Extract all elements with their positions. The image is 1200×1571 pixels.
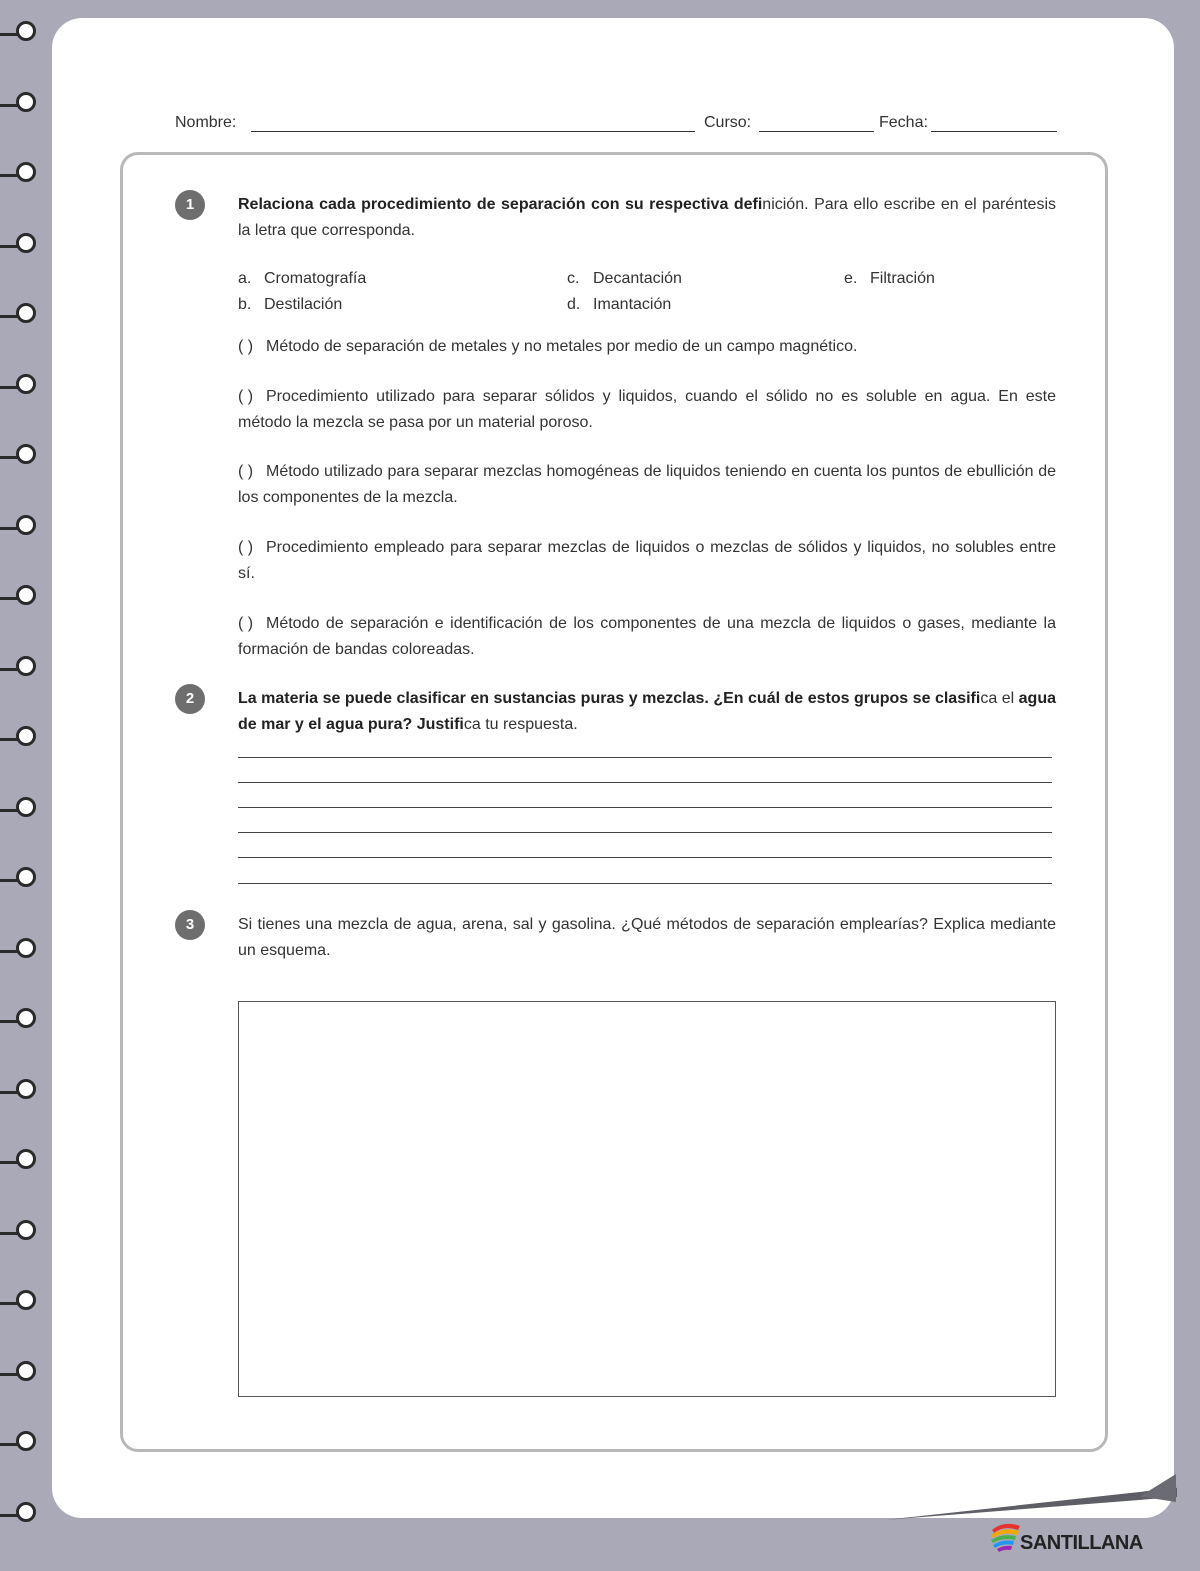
date-field[interactable] <box>931 131 1057 132</box>
date-label: Fecha: <box>879 114 928 131</box>
santillana-logo <box>988 1520 1158 1560</box>
binder-ring-icon <box>0 1360 46 1386</box>
binder-ring-icon <box>0 20 46 46</box>
answer-blank-4[interactable]: ( ) <box>238 539 254 556</box>
question-1-rest: nición. Para ello escribe en el paréntesis la letra que corresponda. <box>238 196 1056 239</box>
course-field[interactable] <box>759 131 874 132</box>
binder-ring-icon <box>0 514 46 540</box>
answer-blank-2[interactable]: ( ) <box>238 388 254 405</box>
binder-ring-icon <box>0 1078 46 1104</box>
option-a: a. Cromatografía <box>238 270 367 287</box>
binder-ring-icon <box>0 1148 46 1174</box>
binder-ring-icon <box>0 725 46 751</box>
binder-ring-icon <box>0 1430 46 1456</box>
match-item-3: ( ) Método utilizado para separar mezclas homogéneas de liquidos teniendo en cuenta los puntos de ebullición de los componentes de la mezcla. <box>238 459 1056 511</box>
option-c: c. Decantación <box>567 270 682 287</box>
option-d: d. Imantación <box>567 296 672 313</box>
answer-line-1[interactable] <box>238 757 1052 758</box>
match-item-2: ( ) Procedimiento utilizado para separar sólidos y liquidos, cuando el sólido no es soluble en agua. En este método la mezcla se pasa por un material poroso. <box>238 384 1056 436</box>
binder-ring-icon <box>0 232 46 258</box>
option-e: e. Filtración <box>844 270 935 287</box>
binder-ring-icon <box>0 655 46 681</box>
brand-name: SANTILLANA <box>1020 1532 1143 1554</box>
binder-ring-icon <box>0 302 46 328</box>
course-label: Curso: <box>704 114 752 131</box>
match-item-1: ( ) Método de separación de metales y no metales por medio de un campo magnético. <box>238 334 1056 360</box>
binder-ring-icon <box>0 91 46 117</box>
answer-line-6[interactable] <box>238 883 1052 884</box>
option-b: b. Destilación <box>238 296 343 313</box>
santillana-logo-mark-icon <box>988 1520 1022 1554</box>
question-number-2: 2 <box>175 684 205 714</box>
question-number-3: 3 <box>175 910 205 940</box>
match-item-4: ( ) Procedimiento empleado para separar mezclas de liquidos o mezclas de sólidos y liquidos, no solubles entre sí. <box>238 535 1056 587</box>
answer-blank-1[interactable]: ( ) <box>238 338 254 355</box>
answer-line-5[interactable] <box>238 857 1052 858</box>
binder-ring-icon <box>0 1219 46 1245</box>
question-number-1: 1 <box>175 190 205 220</box>
student-header <box>175 114 1060 138</box>
answer-blank-5[interactable]: ( ) <box>238 615 254 632</box>
question-1-bold: Relaciona cada procedimiento de separación con su respectiva defi <box>238 196 763 213</box>
name-field[interactable] <box>251 131 695 132</box>
question-1-text <box>238 192 1056 244</box>
binder-ring-icon <box>0 796 46 822</box>
binder-ring-icon <box>0 937 46 963</box>
answer-line-4[interactable] <box>238 832 1052 833</box>
binder-ring-icon <box>0 866 46 892</box>
notebook-rings <box>0 0 60 1571</box>
binder-ring-icon <box>0 161 46 187</box>
match-item-5: ( ) Método de separación e identificación de los componentes de una mezcla de liquidos o gases, mediante la formación de bandas coloreadas. <box>238 611 1056 663</box>
question-2-text: La materia se puede clasificar en sustancias puras y mezclas. ¿En cuál de estos grupos se clasifica el agua de mar y el agua pura? Justifica tu respuesta. <box>238 690 1056 733</box>
diagram-answer-box[interactable] <box>238 1001 1056 1397</box>
binder-ring-icon <box>0 373 46 399</box>
binder-ring-icon <box>0 584 46 610</box>
answer-blank-3[interactable]: ( ) <box>238 463 254 480</box>
binder-ring-icon <box>0 443 46 469</box>
binder-ring-icon <box>0 1289 46 1315</box>
name-label: Nombre: <box>175 114 237 131</box>
binder-ring-icon <box>0 1501 46 1527</box>
answer-line-3[interactable] <box>238 807 1052 808</box>
answer-line-2[interactable] <box>238 782 1052 783</box>
binder-ring-icon <box>0 1007 46 1033</box>
question-3-text: Si tienes una mezcla de agua, arena, sal y gasolina. ¿Qué métodos de separación emplearías? Explica mediante un esquema. <box>238 916 1056 959</box>
